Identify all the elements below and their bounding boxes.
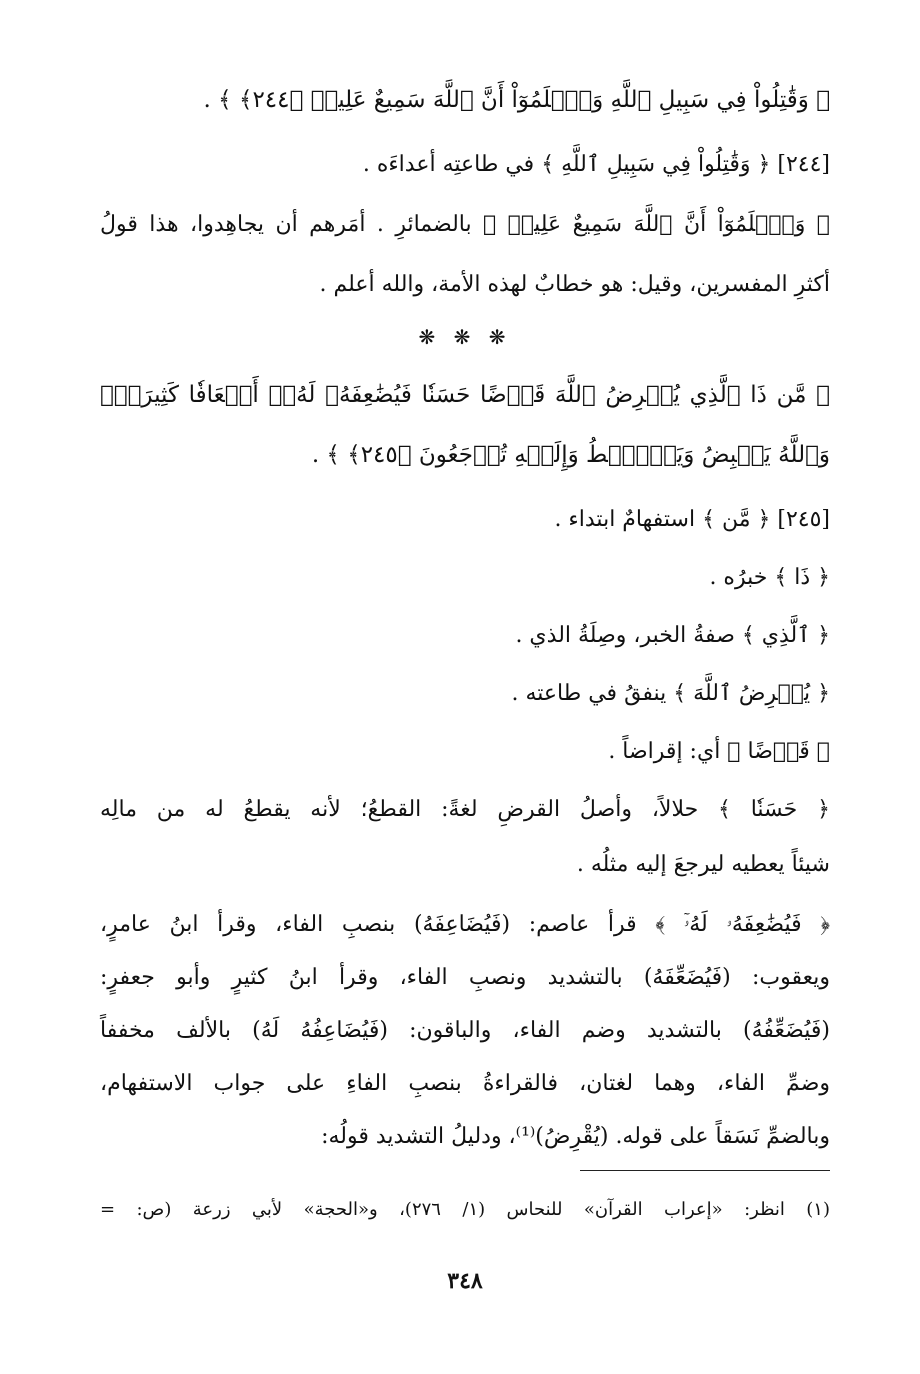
tafsir-245-line-12: وبالضمِّ نَسَقاً على قوله. (يُقْرِضُ)⁽¹⁾، ودليلُ التشديد قولُه:: [321, 1124, 830, 1149]
quran-verse-245-line-1: ﴿ مَّن ذَا ٱلَّذِي يُقۡرِضُ ٱللَّهَ قَرۡضًا حَسَنٗا فَيُضَٰعِفَهُۥ لَهُۥٓ أَضۡعَافٗا كَثِيرَةٗۚ: [100, 382, 830, 408]
tafsir-245-line-5: ﴿ قَرۡضًا ﴾ أي: إقراضاً .: [608, 739, 830, 764]
tafsir-245-line-1: [٢٤٥] ﴿ مَّن ﴾ استفهامٌ ابتداء .: [554, 507, 830, 532]
tafsir-245-line-3: ﴿ ٱلَّذِي ﴾ صفةُ الخبر، وصِلَةُ الذي .: [515, 623, 830, 648]
tafsir-244-line-1: [٢٤٤] ﴿ وَقَٰتِلُواْ فِي سَبِيلِ ٱللَّهِ ﴾ في طاعتِه أعداءَه .: [362, 152, 830, 177]
tafsir-245-line-6: ﴿ حَسَنٗا ﴾ حلالاً، وأصلُ القرضِ لغةً: القطعُ؛ لأنه يقطعُ له من مالِه: [100, 797, 830, 822]
footnote-divider: [580, 1170, 830, 1171]
footnote: (١) انظر: «إعراب القرآن» للنحاس (١/ ٢٧٦)، و«الحجة» لأبي زرعة (ص: =: [100, 1199, 830, 1220]
tafsir-245-line-4: ﴿ يُقۡرِضُ ٱللَّهَ ﴾ ينفقُ في طاعته .: [511, 681, 830, 706]
tafsir-245-line-8: ﴿ فَيُضَٰعِفَهُۥ لَهُۥٓ ﴾ قرأ عاصم: (فَيُضَاعِفَهُ) بنصبِ الفاء، وقرأ ابنُ عامرٍ،: [100, 912, 830, 937]
quran-verse-244: ﴿ وَقَٰتِلُواْ فِي سَبِيلِ ٱللَّهِ وَٱعۡلَمُوٓاْ أَنَّ ٱللَّهَ سَمِيعٌ عَلِيمٞ ﴿٢٤٤﴾ ﴾ .: [203, 87, 830, 113]
tafsir-244-line-2: ﴿ وَٱعۡلَمُوٓاْ أَنَّ ٱللَّهَ سَمِيعٌ عَلِيمٞ ﴾ بالضمائرِ . أمَرهم أن يجاهِدوا، هذا قولُ: [100, 212, 831, 237]
tafsir-245-line-11: وضمِّ الفاء، وهما لغتان، فالقراءةُ بنصبِ الفاءِ على جواب الاستفهام،: [100, 1071, 830, 1096]
document-page: [100, 80, 830, 1310]
section-separator: ❋ ❋ ❋: [418, 325, 512, 349]
tafsir-245-line-10: (فَيُضَعِّفُهُ) بالتشديد وضم الفاء، والباقون: (فَيُضَاعِفُهُ لَهُ) بالألف مخففاً: [100, 1018, 830, 1043]
tafsir-244-line-3: أكثرِ المفسرين، وقيل: هو خطابٌ لهذه الأمة، والله أعلم .: [319, 272, 830, 297]
quran-verse-245-line-2: وَٱللَّهُ يَقۡبِضُ وَيَبۡصُۜطُ وَإِلَيۡهِ تُرۡجَعُونَ ﴿٢٤٥﴾ ﴾ .: [311, 442, 830, 468]
tafsir-245-line-7: شيئاً يعطيه ليرجعَ إليه مثلُه .: [576, 852, 830, 877]
tafsir-245-line-9: ويعقوب: (فَيُضَعِّفَهُ) بالتشديد ونصبِ الفاء، وقرأ ابنُ كثيرٍ وأبو جعفرٍ:: [100, 965, 830, 990]
page-number: ٣٤٨: [447, 1268, 483, 1294]
tafsir-245-line-2: ﴿ ذَا ﴾ خبرُه .: [709, 565, 830, 590]
